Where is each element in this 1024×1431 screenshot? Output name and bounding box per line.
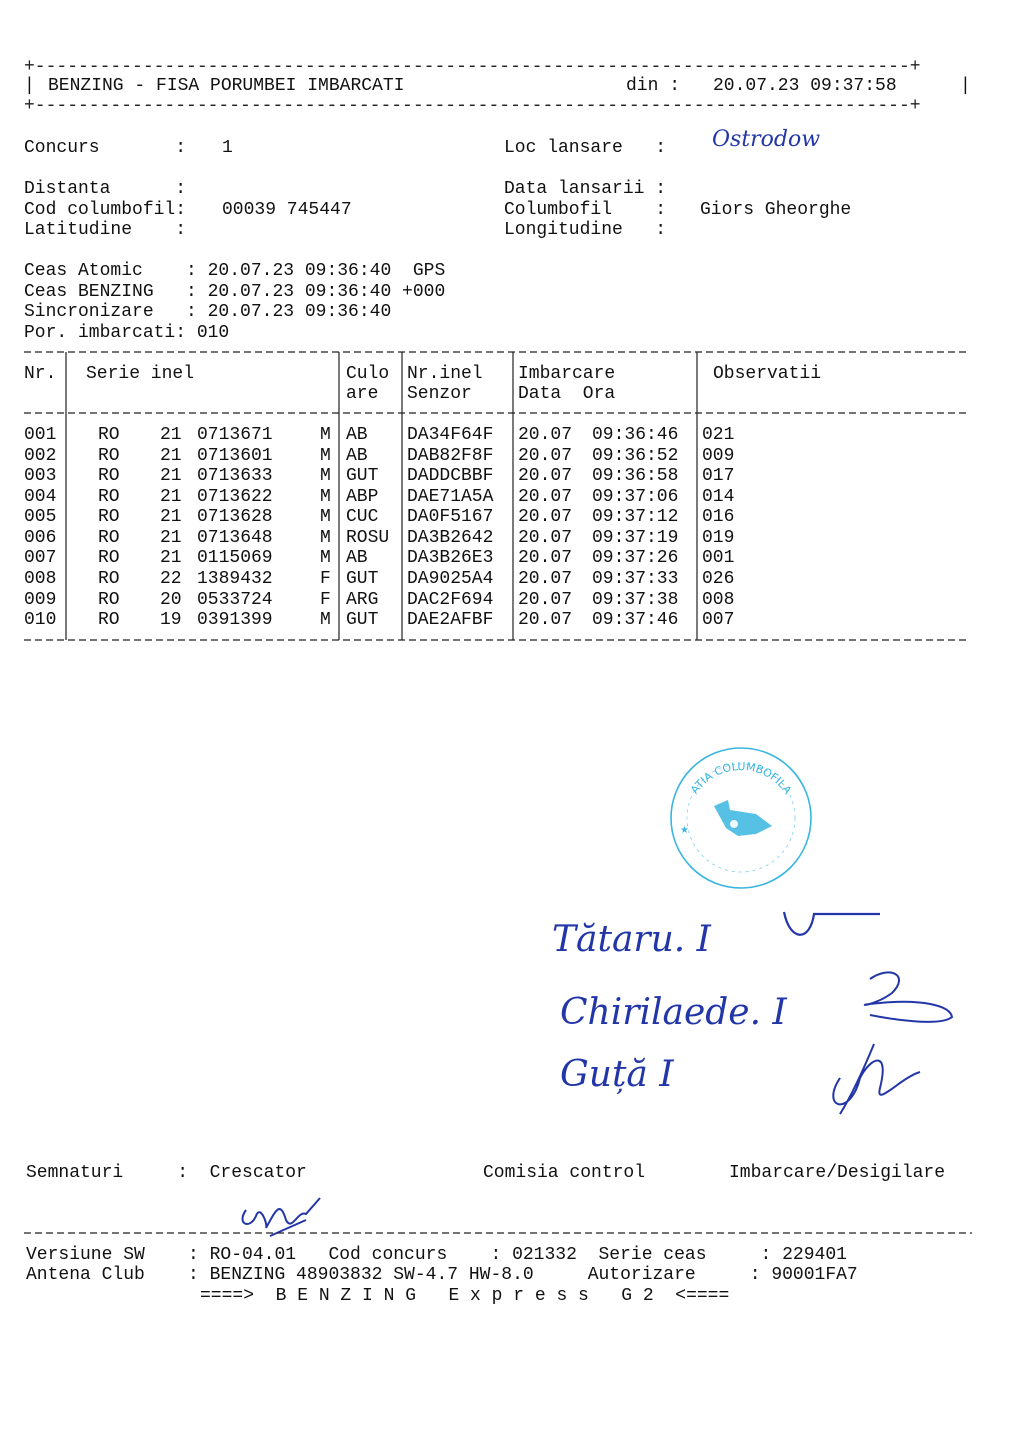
cell-ora: 09:36:46: [592, 425, 679, 445]
cell-obs: 009: [702, 446, 735, 466]
cell-culoare: ROSU: [346, 528, 390, 548]
cell-tara: RO: [98, 507, 120, 527]
cell-nr: 007: [24, 548, 57, 568]
cell-inel: 0713648: [197, 528, 273, 548]
cell-nr: 003: [24, 466, 57, 486]
cell-nr: 009: [24, 590, 57, 610]
cell-tara: RO: [98, 569, 120, 589]
cell-inel: 0713628: [197, 507, 273, 527]
cell-an: 19: [160, 610, 182, 630]
cell-ora: 09:36:58: [592, 466, 679, 486]
cell-sex: M: [320, 507, 331, 527]
cell-ora: 09:36:52: [592, 446, 679, 466]
signature-scribble-3: [820, 1038, 930, 1118]
cell-an: 21: [160, 446, 182, 466]
cell-obs: 026: [702, 569, 735, 589]
cell-culoare: ARG: [346, 590, 379, 610]
cell-data: 20.07: [518, 446, 573, 466]
svg-text:★: ★: [680, 825, 689, 836]
cell-data: 20.07: [518, 528, 573, 548]
cell-obs: 014: [702, 487, 735, 507]
cell-ora: 09:37:33: [592, 569, 679, 589]
data-lansarii-label: Data lansarii :: [504, 179, 667, 199]
loc-lansare-label: Loc lansare :: [504, 138, 667, 158]
cell-tara: RO: [98, 528, 120, 548]
cell-data: 20.07: [518, 487, 573, 507]
cell-nr: 004: [24, 487, 57, 507]
cell-obs: 008: [702, 590, 735, 610]
distanta-label: Distanta :: [24, 179, 187, 199]
header-right-bar: |: [960, 76, 971, 96]
cell-tara: RO: [98, 548, 120, 568]
por-imbarcati: Por. imbarcati: 010: [24, 323, 230, 343]
header-left-bar: |: [24, 76, 35, 96]
header-din-value: 20.07.23 09:37:58: [713, 76, 897, 96]
col-header-imbarcare: Imbarcare: [518, 364, 616, 384]
cell-nr: 008: [24, 569, 57, 589]
cell-tara: RO: [98, 590, 120, 610]
cell-culoare: AB: [346, 446, 368, 466]
cell-culoare: GUT: [346, 466, 379, 486]
col-header-are: are: [346, 384, 379, 404]
cell-an: 21: [160, 548, 182, 568]
semnaturi-crescator: Semnaturi : Crescator: [26, 1163, 307, 1183]
col-header-senzor: Senzor: [407, 384, 472, 404]
handwritten-name-2: Chirilaede. I: [560, 992, 787, 1033]
cell-ora: 09:37:12: [592, 507, 679, 527]
cell-senzor: DADDCBBF: [407, 466, 494, 486]
col-header-culo: Culo: [346, 364, 390, 384]
cell-nr: 001: [24, 425, 57, 445]
concurs-value: 1: [222, 138, 233, 158]
versiune-sw-line: Versiune SW : RO-04.01 Cod concurs : 021332 Serie ceas : 229401: [26, 1245, 847, 1265]
cell-nr: 005: [24, 507, 57, 527]
cell-sex: M: [320, 487, 331, 507]
latitudine-label: Latitudine :: [24, 220, 187, 240]
cell-senzor: DA0F5167: [407, 507, 494, 527]
col-header-nrinel: Nr.inel: [407, 364, 483, 384]
cell-senzor: DA34F64F: [407, 425, 494, 445]
cell-senzor: DAE2AFBF: [407, 610, 494, 630]
ceas-benzing: Ceas BENZING : 20.07.23 09:36:40 +000: [24, 282, 446, 302]
cell-culoare: ABP: [346, 487, 379, 507]
signature-scribble-2: [830, 965, 960, 1035]
columbofil-label: Columbofil :: [504, 200, 667, 220]
cell-sex: M: [320, 425, 331, 445]
cell-culoare: AB: [346, 425, 368, 445]
cell-senzor: DA3B26E3: [407, 548, 494, 568]
cell-inel: 0391399: [197, 610, 273, 630]
cell-culoare: GUT: [346, 569, 379, 589]
cell-inel: 0533724: [197, 590, 273, 610]
cell-data: 20.07: [518, 569, 573, 589]
cell-obs: 016: [702, 507, 735, 527]
header-bottom-border: +---------------------------------------------------------------------------------+: [24, 96, 921, 116]
cell-sex: F: [320, 569, 331, 589]
header-title: BENZING - FISA PORUMBEI IMBARCATI: [48, 76, 405, 96]
cod-columbofil-value: 00039 745447: [222, 200, 352, 220]
cell-obs: 001: [702, 548, 735, 568]
cell-culoare: CUC: [346, 507, 379, 527]
concurs-label: Concurs :: [24, 138, 187, 158]
cell-data: 20.07: [518, 548, 573, 568]
cell-an: 21: [160, 425, 182, 445]
cell-senzor: DAB82F8F: [407, 446, 494, 466]
cell-an: 22: [160, 569, 182, 589]
antena-club-line: Antena Club : BENZING 48903832 SW-4.7 HW-8.0 Autorizare : 90001FA7: [26, 1265, 858, 1285]
col-header-data-ora: Data Ora: [518, 384, 616, 404]
cell-obs: 017: [702, 466, 735, 486]
cell-an: 20: [160, 590, 182, 610]
signature-scribble-1: [780, 902, 900, 942]
cell-nr: 002: [24, 446, 57, 466]
handwritten-name-3: Guță I: [560, 1054, 674, 1095]
cell-senzor: DA3B2642: [407, 528, 494, 548]
cell-ora: 09:37:38: [592, 590, 679, 610]
cell-data: 20.07: [518, 466, 573, 486]
cell-ora: 09:37:19: [592, 528, 679, 548]
loc-lansare-value: Ostrodow: [712, 127, 821, 152]
ceas-atomic: Ceas Atomic : 20.07.23 09:36:40 GPS: [24, 261, 446, 281]
cell-tara: RO: [98, 487, 120, 507]
col-header-serie: Serie inel: [86, 364, 195, 384]
cell-obs: 019: [702, 528, 735, 548]
cell-ora: 09:37:06: [592, 487, 679, 507]
cell-data: 20.07: [518, 507, 573, 527]
cell-ora: 09:37:46: [592, 610, 679, 630]
header-top-border: +---------------------------------------------------------------------------------+: [24, 57, 921, 77]
cell-inel: 0713622: [197, 487, 273, 507]
cell-sex: M: [320, 466, 331, 486]
cell-an: 21: [160, 507, 182, 527]
club-stamp: [666, 748, 816, 898]
cell-sex: M: [320, 528, 331, 548]
cell-tara: RO: [98, 446, 120, 466]
cell-data: 20.07: [518, 590, 573, 610]
col-header-nr: Nr.: [24, 364, 57, 384]
cod-columbofil-label: Cod columbofil:: [24, 200, 187, 220]
cell-tara: RO: [98, 466, 120, 486]
imbarcare-desigilare: Imbarcare/Desigilare: [729, 1163, 946, 1183]
cell-inel: 0115069: [197, 548, 273, 568]
cell-ora: 09:37:26: [592, 548, 679, 568]
cell-nr: 010: [24, 610, 57, 630]
cell-nr: 006: [24, 528, 57, 548]
cell-sex: M: [320, 446, 331, 466]
cell-obs: 007: [702, 610, 735, 630]
cell-sex: F: [320, 590, 331, 610]
col-header-observatii: Observatii: [713, 364, 822, 384]
pigeon-icon: [714, 800, 772, 836]
cell-obs: 021: [702, 425, 735, 445]
header-din-label: din :: [626, 76, 681, 96]
cell-sex: M: [320, 548, 331, 568]
comisia-control: Comisia control: [483, 1163, 646, 1183]
handwritten-name-1: Tătaru. I: [552, 919, 711, 960]
benzing-express-banner: ====> B E N Z I N G E x p r e s s G 2 <====: [200, 1286, 730, 1306]
cell-inel: 0713601: [197, 446, 273, 466]
cell-tara: RO: [98, 610, 120, 630]
cell-tara: RO: [98, 425, 120, 445]
footer-divider: [0, 1230, 1024, 1236]
cell-inel: 0713633: [197, 466, 273, 486]
cell-an: 21: [160, 528, 182, 548]
cell-culoare: AB: [346, 548, 368, 568]
columbofil-value: Giors Gheorghe: [700, 200, 852, 220]
cell-culoare: GUT: [346, 610, 379, 630]
cell-an: 21: [160, 466, 182, 486]
cell-data: 20.07: [518, 610, 573, 630]
cell-data: 20.07: [518, 425, 573, 445]
cell-inel: 0713671: [197, 425, 273, 445]
stamp-text: ATIA COLUMBOFILA: [688, 759, 795, 797]
cell-inel: 1389432: [197, 569, 273, 589]
longitudine-label: Longitudine :: [504, 220, 667, 240]
sincronizare: Sincronizare : 20.07.23 09:36:40: [24, 302, 392, 322]
cell-senzor: DAC2F694: [407, 590, 494, 610]
cell-sex: M: [320, 610, 331, 630]
table-grid: [0, 0, 1024, 660]
cell-an: 21: [160, 487, 182, 507]
cell-senzor: DAE71A5A: [407, 487, 494, 507]
cell-senzor: DA9025A4: [407, 569, 494, 589]
